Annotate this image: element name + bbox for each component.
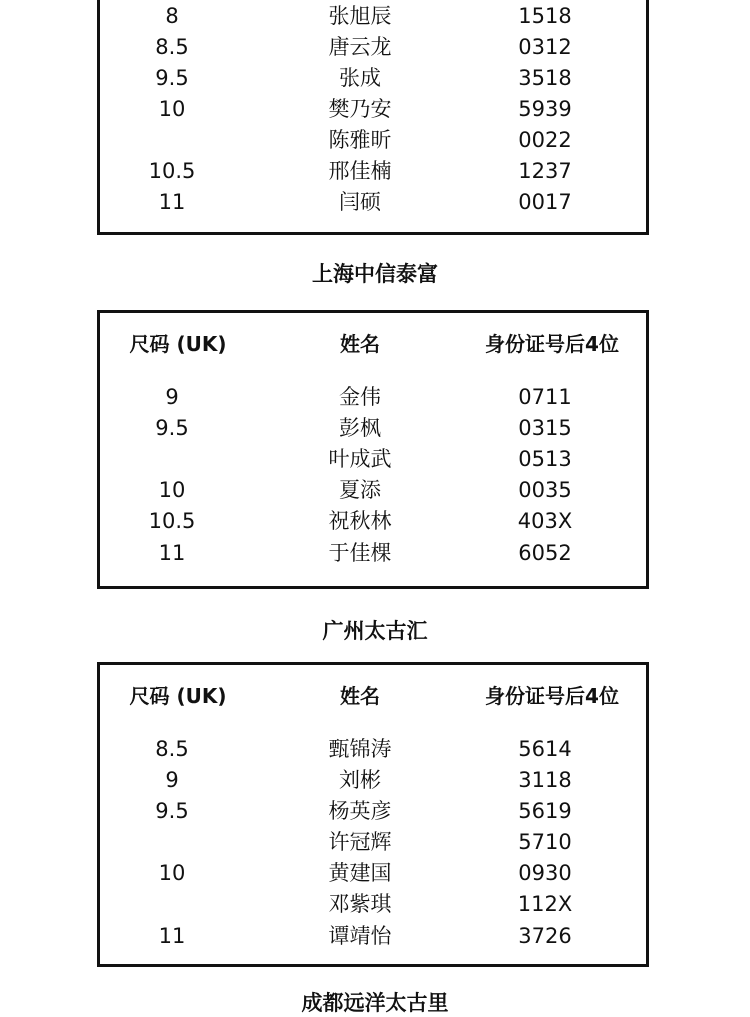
id-cell: 3518	[518, 66, 572, 90]
size-header: 尺码 (UK)	[129, 684, 227, 708]
id-header: 身份证号后4位	[485, 684, 619, 708]
name-cell: 闫硕	[339, 190, 381, 214]
name-cell: 甄锦涛	[328, 737, 392, 761]
table-row	[100, 921, 646, 952]
table-row	[100, 94, 646, 125]
table-row	[100, 1, 646, 32]
id-cell: 0022	[518, 128, 572, 152]
name-cell: 张旭辰	[328, 4, 392, 28]
name-cell: 杨英彦	[328, 799, 392, 823]
store-title: 上海中信泰富	[312, 262, 438, 286]
table-header	[100, 329, 646, 359]
id-cell: 5710	[518, 830, 572, 854]
name-cell: 谭靖怡	[328, 924, 392, 948]
name-header: 姓名	[340, 684, 380, 708]
table-row	[100, 475, 646, 506]
size-cell: 8	[165, 4, 179, 28]
name-cell: 樊乃安	[328, 97, 392, 121]
size-cell: 9	[165, 385, 179, 409]
id-cell: 0017	[518, 190, 572, 214]
size-cell: 10.5	[148, 509, 196, 533]
table-row	[100, 889, 646, 920]
size-cell: 9	[165, 768, 179, 792]
name-cell: 张成	[339, 66, 381, 90]
store-table-2	[97, 310, 649, 589]
name-cell: 陈雅昕	[328, 128, 392, 152]
size-cell: 9.5	[155, 416, 189, 440]
id-cell: 3118	[518, 768, 572, 792]
size-cell: 9.5	[155, 799, 189, 823]
name-cell: 夏添	[339, 478, 381, 502]
id-cell: 1237	[518, 159, 572, 183]
id-cell: 0035	[518, 478, 572, 502]
size-header: 尺码 (UK)	[129, 332, 227, 356]
id-cell: 0930	[518, 861, 572, 885]
id-cell: 5619	[518, 799, 572, 823]
store-table-1	[97, 0, 649, 235]
table-header	[100, 681, 646, 711]
table-row	[100, 32, 646, 63]
name-cell: 许冠辉	[328, 830, 392, 854]
name-cell: 彭枫	[339, 416, 381, 440]
name-cell: 唐云龙	[328, 35, 392, 59]
size-cell: 11	[158, 541, 186, 565]
table-row	[100, 413, 646, 444]
table-row	[100, 506, 646, 537]
table-row	[100, 382, 646, 413]
id-cell: 6052	[518, 541, 572, 565]
name-cell: 祝秋林	[328, 509, 392, 533]
table-row	[100, 858, 646, 889]
size-cell: 8.5	[155, 737, 189, 761]
table-row	[100, 187, 646, 218]
table-row	[100, 444, 646, 475]
table-row	[100, 827, 646, 858]
store-title: 成都远洋太古里	[301, 991, 449, 1015]
store-title: 广州太古汇	[322, 619, 428, 643]
table-row	[100, 63, 646, 94]
size-cell: 10	[158, 861, 186, 885]
id-header: 身份证号后4位	[485, 332, 619, 356]
table-row	[100, 796, 646, 827]
id-cell: 0312	[518, 35, 572, 59]
table-row	[100, 734, 646, 765]
table-row	[100, 765, 646, 796]
id-cell: 5939	[518, 97, 572, 121]
size-cell: 9.5	[155, 66, 189, 90]
table-row	[100, 538, 646, 569]
size-cell: 10.5	[148, 159, 196, 183]
id-cell: 403X	[517, 509, 573, 533]
size-cell: 10	[158, 478, 186, 502]
name-cell: 邢佳楠	[328, 159, 392, 183]
name-cell: 刘彬	[339, 768, 381, 792]
name-cell: 黄建国	[328, 861, 392, 885]
id-cell: 5614	[518, 737, 572, 761]
id-cell: 3726	[518, 924, 572, 948]
size-cell: 8.5	[155, 35, 189, 59]
table-row	[100, 125, 646, 156]
size-cell: 11	[158, 924, 186, 948]
id-cell: 0711	[518, 385, 572, 409]
id-cell: 0513	[518, 447, 572, 471]
id-cell: 0315	[518, 416, 572, 440]
name-cell: 邓紫琪	[328, 892, 392, 916]
store-table-3	[97, 662, 649, 967]
id-cell: 1518	[518, 4, 572, 28]
name-header: 姓名	[340, 332, 380, 356]
name-cell: 叶成武	[328, 447, 392, 471]
name-cell: 于佳棵	[328, 541, 392, 565]
size-cell: 10	[158, 97, 186, 121]
table-row	[100, 156, 646, 187]
name-cell: 金伟	[339, 385, 381, 409]
size-cell: 11	[158, 190, 186, 214]
id-cell: 112X	[517, 892, 573, 916]
